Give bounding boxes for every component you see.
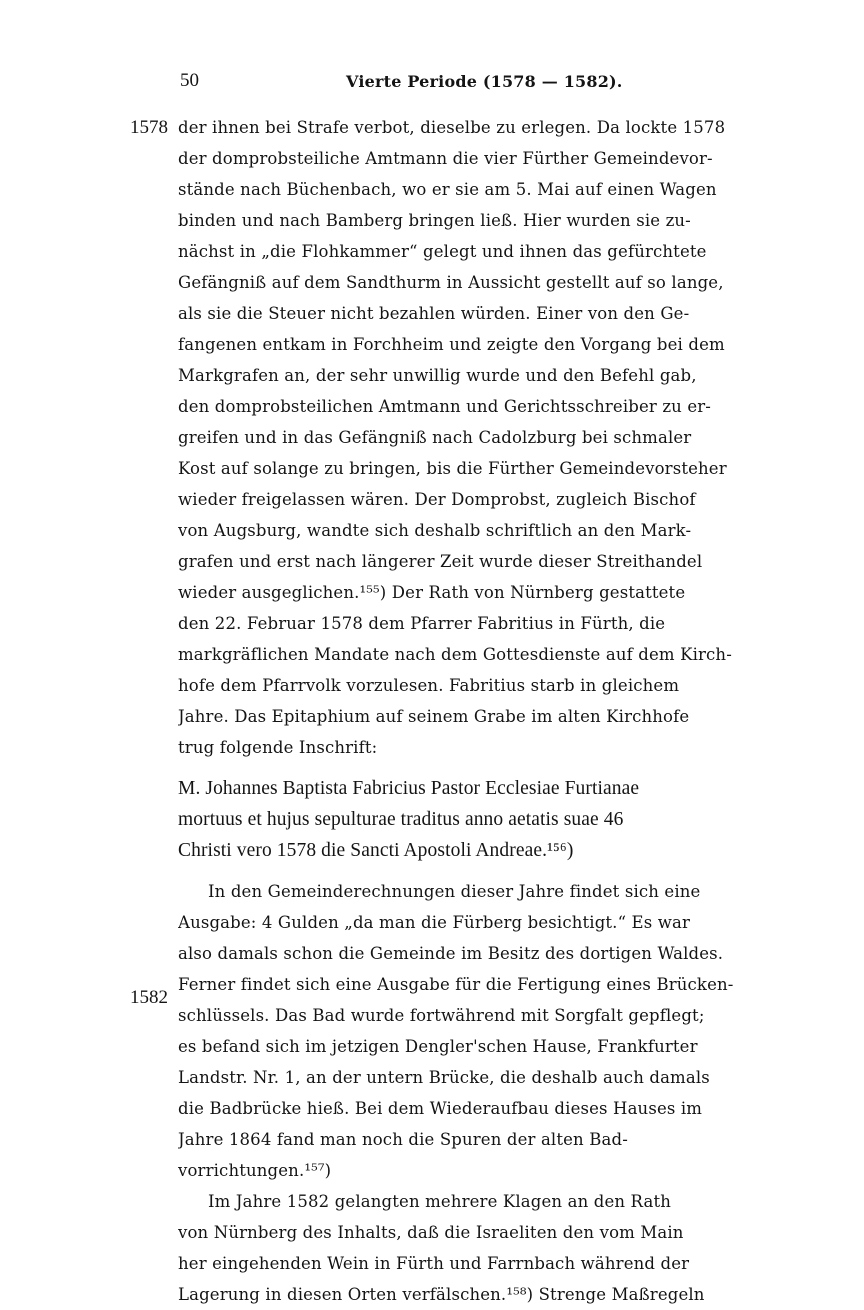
text-line: grafen und erst nach längerer Zeit wurde dieser Streithandel (178, 552, 703, 571)
text-line: als sie die Steuer nicht bezahlen würden. Einer von den Ge- (178, 304, 690, 323)
text-line: wieder freigelassen wären. Der Domprobst, zugleich Bischof (178, 490, 696, 509)
text-line: es befand sich im jetzigen Dengler'schen Hause, Frankfurter (178, 1037, 698, 1056)
text-line: In den Gemeinderechnungen dieser Jahre findet sich eine (208, 882, 701, 901)
text-line: Kost auf solange zu bringen, bis die Fürther Gemeindevorsteher (178, 459, 727, 478)
text-line: Markgrafen an, der sehr unwillig wurde und den Befehl gab, (178, 366, 697, 385)
text-line: Lagerung in diesen Orten verfälschen.¹⁵⁸) Strenge Maßregeln (178, 1285, 705, 1304)
text-line: wieder ausgeglichen.¹⁵⁵) Der Rath von Nürnberg gestattete (178, 583, 686, 602)
text-line: greifen und in das Gefängniß nach Cadolzburg bei schmaler (178, 428, 692, 447)
text-line: hofe dem Pfarrvolk vorzulesen. Fabritius starb in gleichem (178, 676, 680, 695)
text-line: den domprobsteilichen Amtmann und Gerichtsschreiber zu er- (178, 397, 712, 416)
inscription-line: M. Johannes Baptista Fabricius Pastor Ecclesiae Furtianae (178, 778, 640, 799)
text-line: von Nürnberg des Inhalts, daß die Israeliten den vom Main (178, 1223, 684, 1242)
text-line: die Badbrücke hieß. Bei dem Wiederaufbau dieses Hauses im (178, 1099, 703, 1118)
text-line: nächst in „die Flohkammer“ gelegt und ihnen das gefürchtete (178, 242, 707, 261)
text-line: trug folgende Inschrift: (178, 738, 378, 757)
text-line: Jahre 1864 fand man noch die Spuren der alten Bad- (178, 1130, 628, 1149)
text-line: binden und nach Bamberg bringen ließ. Hier wurden sie zu- (178, 211, 691, 230)
text-line: Ausgabe: 4 Gulden „da man die Fürberg besichtigt.“ Es war (178, 913, 691, 932)
text-line: schlüssels. Das Bad wurde fortwährend mit Sorgfalt gepflegt; (178, 1006, 705, 1025)
running-head: Vierte Periode (1578 — 1582). (346, 72, 623, 91)
text-line: Landstr. Nr. 1, an der untern Brücke, die deshalb auch damals (178, 1068, 710, 1087)
text-line: den 22. Februar 1578 dem Pfarrer Fabritius in Fürth, die (178, 614, 666, 633)
text-line: von Augsburg, wandte sich deshalb schriftlich an den Mark- (178, 521, 692, 540)
text-line: also damals schon die Gemeinde im Besitz des dortigen Waldes. (178, 944, 724, 963)
body-text (178, 112, 738, 1310)
text-line: Jahre. Das Epitaphium auf seinem Grabe im alten Kirchhofe (178, 707, 690, 726)
text-line: Gefängniß auf dem Sandthurm in Aussicht gestellt auf so lange, (178, 273, 724, 292)
text-line: her eingehenden Wein in Fürth und Farrnbach während der (178, 1254, 690, 1273)
text-line: fangenen entkam in Forchheim und zeigte den Vorgang bei dem (178, 335, 725, 354)
text-line: vorrichtungen.¹⁵⁷) (178, 1161, 332, 1180)
page-number: 50 (180, 70, 199, 91)
text-line: markgräflichen Mandate nach dem Gottesdienste auf dem Kirch- (178, 645, 732, 664)
text-line: der domprobsteiliche Amtmann die vier Fürther Gemeindevor- (178, 149, 713, 168)
inscription-line: Christi vero 1578 die Sancti Apostoli Andreae.¹⁵⁶) (178, 840, 574, 861)
text-line: Ferner findet sich eine Ausgabe für die Fertigung eines Brücken- (178, 975, 734, 994)
page-header (178, 70, 733, 100)
margin-year-1582: 1582 (130, 987, 168, 1008)
text-line: der ihnen bei Strafe verbot, dieselbe zu erlegen. Da lockte 1578 (178, 118, 726, 137)
inscription-line: mortuus et hujus sepulturae traditus anno aetatis suae 46 (178, 809, 624, 830)
margin-year-1578: 1578 (130, 117, 168, 138)
text-line: stände nach Büchenbach, wo er sie am 5. Mai auf einen Wagen (178, 180, 717, 199)
text-line: Im Jahre 1582 gelangten mehrere Klagen an den Rath (208, 1192, 672, 1211)
